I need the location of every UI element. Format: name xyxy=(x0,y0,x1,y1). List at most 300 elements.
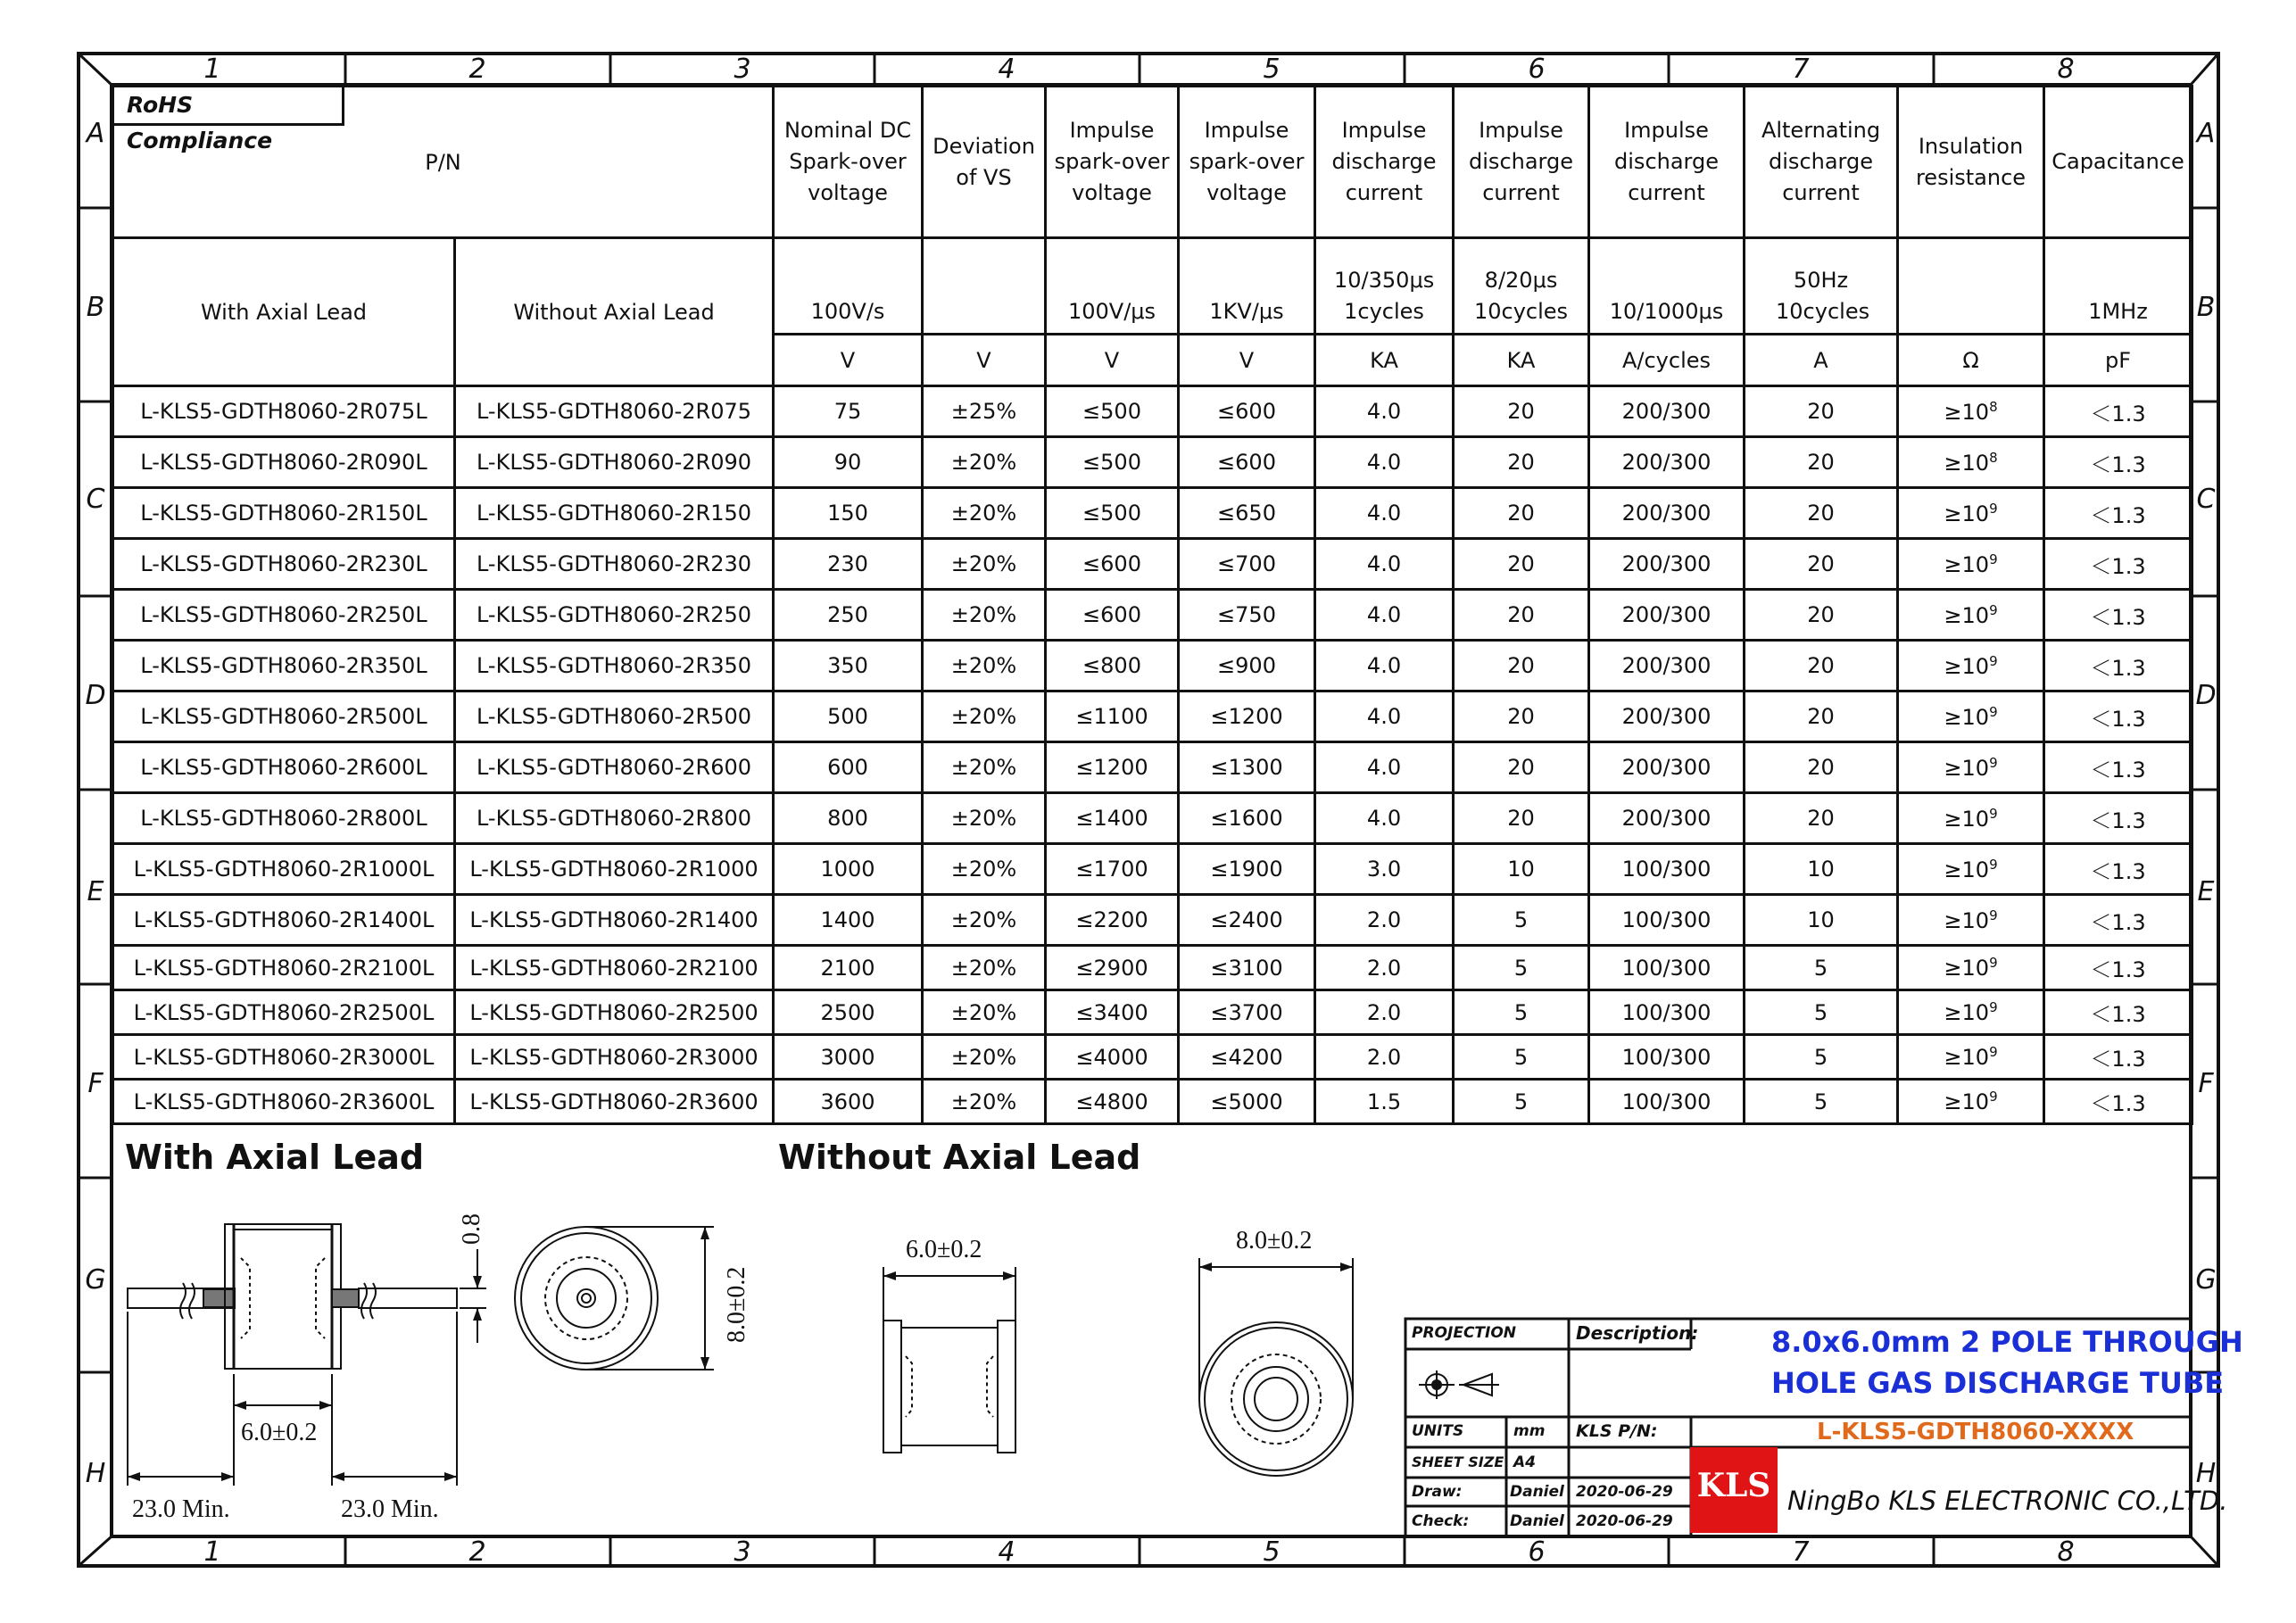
table-row xyxy=(113,990,2192,1035)
dim-diameter: 8.0±0.2 xyxy=(723,1266,750,1343)
insulation-base: ≥10 xyxy=(1944,806,1990,832)
table-cell: 200/300 xyxy=(1589,488,1745,539)
table-cell: ≤800 xyxy=(1046,641,1179,691)
table-cell: 5 xyxy=(1745,1080,1898,1124)
unit: A xyxy=(1745,335,1898,386)
table-cell: 20 xyxy=(1454,386,1589,437)
zone-col-8: 8 xyxy=(2057,54,2075,85)
insulation-cell xyxy=(1898,539,2044,590)
table-cell: L-KLS5-GDTH8060-2R1000 xyxy=(455,844,774,895)
with-axial-header: With Axial Lead xyxy=(113,238,455,386)
table-cell: ≤4200 xyxy=(1179,1035,1315,1080)
kls-logo xyxy=(1690,1447,1778,1533)
table-cell: 10 xyxy=(1745,844,1898,895)
table-cell: ＜1.3 xyxy=(2044,844,2192,895)
table-cell: 4.0 xyxy=(1315,488,1454,539)
insulation-base: ≥10 xyxy=(1944,1089,1990,1114)
table-cell: 350 xyxy=(774,641,923,691)
table-cell: L-KLS5-GDTH8060-2R075 xyxy=(455,386,774,437)
table-cell: ±20% xyxy=(923,742,1046,793)
table-row xyxy=(113,641,2192,691)
insulation-base: ≥10 xyxy=(1944,755,1990,781)
table-cell: ±20% xyxy=(923,641,1046,691)
insulation-cell xyxy=(1898,742,2044,793)
insulation-cell xyxy=(1898,590,2044,641)
insulation-cell xyxy=(1898,793,2044,844)
table-cell: 20 xyxy=(1745,691,1898,742)
projection-symbol xyxy=(1419,1370,1499,1399)
insulation-cell xyxy=(1898,844,2044,895)
condition: 1MHz xyxy=(2044,238,2192,335)
kls-pn-label: KLS P/N: xyxy=(1576,1421,1658,1441)
table-cell: 2500 xyxy=(774,990,923,1035)
insulation-base: ≥10 xyxy=(1944,551,1990,577)
table-cell: ＜1.3 xyxy=(2044,990,2192,1035)
table-cell: L-KLS5-GDTH8060-2R800L xyxy=(113,793,455,844)
insulation-cell xyxy=(1898,895,2044,946)
dim-lead-left: 23.0 Min. xyxy=(132,1495,230,1523)
table-cell: 5 xyxy=(1745,1035,1898,1080)
sheet-size-label: SHEET SIZE xyxy=(1412,1453,1504,1470)
zone-row-b: B xyxy=(86,292,105,323)
table-cell: L-KLS5-GDTH8060-2R150L xyxy=(113,488,455,539)
table-cell: 20 xyxy=(1454,539,1589,590)
table-cell: 20 xyxy=(1454,742,1589,793)
insulation-exponent: 9 xyxy=(1989,1089,1998,1105)
table-row xyxy=(113,793,2192,844)
zone-row-e: E xyxy=(87,876,104,907)
insulation-base: ≥10 xyxy=(1944,653,1990,679)
spec-table xyxy=(112,85,2193,1125)
table-cell: L-KLS5-GDTH8060-2R2500L xyxy=(113,990,455,1035)
table-cell: ＜1.3 xyxy=(2044,641,2192,691)
unit: V xyxy=(923,335,1046,386)
table-cell: 200/300 xyxy=(1589,793,1745,844)
table-cell: ≤650 xyxy=(1179,488,1315,539)
insulation-exponent: 9 xyxy=(1989,999,1998,1015)
table-cell: 200/300 xyxy=(1589,539,1745,590)
col-header: Impulse discharge current xyxy=(1454,87,1589,238)
insulation-base: ≥10 xyxy=(1944,501,1990,526)
table-cell: L-KLS5-GDTH8060-2R3600 xyxy=(455,1080,774,1124)
table-cell: ±25% xyxy=(923,386,1046,437)
table-cell: 10 xyxy=(1745,895,1898,946)
table-cell: L-KLS5-GDTH8060-2R250L xyxy=(113,590,455,641)
condition: 10/350μs 1cycles xyxy=(1315,238,1454,335)
table-cell: 100/300 xyxy=(1589,1080,1745,1124)
table-cell: 20 xyxy=(1454,488,1589,539)
zone-row-g: G xyxy=(85,1264,106,1296)
col-header: Insulation resistance xyxy=(1898,87,2044,238)
table-cell: 20 xyxy=(1745,539,1898,590)
table-cell: 2.0 xyxy=(1315,990,1454,1035)
table-cell: 10 xyxy=(1454,844,1589,895)
table-cell: ≤4000 xyxy=(1046,1035,1179,1080)
table-cell: L-KLS5-GDTH8060-2R090 xyxy=(455,437,774,488)
spec-rows xyxy=(113,386,2192,1124)
table-cell: 230 xyxy=(774,539,923,590)
table-cell: L-KLS5-GDTH8060-2R250 xyxy=(455,590,774,641)
table-cell: 100/300 xyxy=(1589,844,1745,895)
table-cell: ±20% xyxy=(923,590,1046,641)
table-cell: 200/300 xyxy=(1589,742,1745,793)
table-row xyxy=(113,539,2192,590)
table-cell: ＜1.3 xyxy=(2044,539,2192,590)
table-cell: L-KLS5-GDTH8060-2R075L xyxy=(113,386,455,437)
zone-col-3: 3 xyxy=(734,54,751,85)
table-cell: L-KLS5-GDTH8060-2R1000L xyxy=(113,844,455,895)
projection-label: PROJECTION xyxy=(1412,1324,1517,1342)
table-cell: 2.0 xyxy=(1315,895,1454,946)
table-cell: ±20% xyxy=(923,844,1046,895)
table-cell: ≤600 xyxy=(1179,437,1315,488)
condition: 8/20μs 10cycles xyxy=(1454,238,1589,335)
insulation-base: ≥10 xyxy=(1944,907,1990,933)
table-cell: ≤500 xyxy=(1046,437,1179,488)
description-line-1: 8.0x6.0mm 2 POLE THROUGH xyxy=(1771,1325,2243,1359)
table-cell: 4.0 xyxy=(1315,793,1454,844)
zone-col-7: 7 xyxy=(1792,54,1810,85)
table-cell: ≤1200 xyxy=(1179,691,1315,742)
description-label: Description: xyxy=(1576,1322,1699,1344)
table-row xyxy=(113,488,2192,539)
zone-row-c: C xyxy=(86,484,105,515)
zone-col-4-bottom: 4 xyxy=(998,1536,1015,1568)
table-cell: ＜1.3 xyxy=(2044,793,2192,844)
without-axial-header: Without Axial Lead xyxy=(455,238,774,386)
no-lead-end-view xyxy=(1199,1258,1353,1476)
table-cell: 4.0 xyxy=(1315,641,1454,691)
insulation-base: ≥10 xyxy=(1944,956,1990,981)
table-cell: 5 xyxy=(1454,990,1589,1035)
zone-row-h-right: H xyxy=(2195,1458,2217,1489)
zone-col-6-bottom: 6 xyxy=(1528,1536,1546,1568)
sheet-size-value: A4 xyxy=(1513,1453,1536,1471)
table-cell: 200/300 xyxy=(1589,641,1745,691)
table-cell: L-KLS5-GDTH8060-2R150 xyxy=(455,488,774,539)
condition xyxy=(1898,238,2044,335)
table-cell: L-KLS5-GDTH8060-2R3000L xyxy=(113,1035,455,1080)
insulation-cell xyxy=(1898,691,2044,742)
condition: 10/1000μs xyxy=(1589,238,1745,335)
table-cell: 20 xyxy=(1745,437,1898,488)
condition xyxy=(923,238,1046,335)
table-row xyxy=(113,1080,2192,1124)
table-row xyxy=(113,895,2192,946)
table-cell: L-KLS5-GDTH8060-2R2500 xyxy=(455,990,774,1035)
table-cell: 20 xyxy=(1454,793,1589,844)
insulation-exponent: 8 xyxy=(1989,398,1998,415)
table-cell: ≤1600 xyxy=(1179,793,1315,844)
table-cell: ≤2400 xyxy=(1179,895,1315,946)
table-cell: 2100 xyxy=(774,946,923,990)
table-cell: ＜1.3 xyxy=(2044,590,2192,641)
table-cell: ＜1.3 xyxy=(2044,488,2192,539)
zone-col-5-bottom: 5 xyxy=(1263,1536,1281,1568)
table-cell: ≤1300 xyxy=(1179,742,1315,793)
table-row xyxy=(113,742,2192,793)
table-row xyxy=(113,1035,2192,1080)
table-cell: 4.0 xyxy=(1315,386,1454,437)
col-header: Alternating discharge current xyxy=(1745,87,1898,238)
table-cell: 20 xyxy=(1745,590,1898,641)
table-cell: 20 xyxy=(1745,742,1898,793)
table-cell: 3000 xyxy=(774,1035,923,1080)
table-cell: ≤700 xyxy=(1179,539,1315,590)
table-cell: 75 xyxy=(774,386,923,437)
table-cell: L-KLS5-GDTH8060-2R600 xyxy=(455,742,774,793)
insulation-exponent: 8 xyxy=(1989,449,1998,466)
table-cell: L-KLS5-GDTH8060-2R600L xyxy=(113,742,455,793)
zone-col-7-bottom: 7 xyxy=(1792,1536,1810,1568)
table-cell: ＜1.3 xyxy=(2044,895,2192,946)
table-cell: L-KLS5-GDTH8060-2R230 xyxy=(455,539,774,590)
table-cell: 800 xyxy=(774,793,923,844)
table-cell: 20 xyxy=(1745,793,1898,844)
dim-body-length-2: 6.0±0.2 xyxy=(906,1236,982,1263)
table-cell: ≤1400 xyxy=(1046,793,1179,844)
col-header: Impulse spark-over voltage xyxy=(1046,87,1179,238)
insulation-cell xyxy=(1898,488,2044,539)
table-cell: ＜1.3 xyxy=(2044,1035,2192,1080)
insulation-base: ≥10 xyxy=(1944,1045,1990,1070)
table-cell: 100/300 xyxy=(1589,895,1745,946)
table-cell: ±20% xyxy=(923,946,1046,990)
table-cell: L-KLS5-GDTH8060-2R800 xyxy=(455,793,774,844)
col-header: Impulse spark-over voltage xyxy=(1179,87,1315,238)
table-cell: 200/300 xyxy=(1589,691,1745,742)
table-cell: 200/300 xyxy=(1589,590,1745,641)
insulation-exponent: 9 xyxy=(1989,500,1998,517)
axial-end-view xyxy=(515,1227,714,1370)
dim-body-length: 6.0±0.2 xyxy=(241,1419,318,1446)
insulation-base: ≥10 xyxy=(1944,602,1990,628)
table-cell: ≤1200 xyxy=(1046,742,1179,793)
table-cell: L-KLS5-GDTH8060-2R090L xyxy=(113,437,455,488)
unit: KA xyxy=(1315,335,1454,386)
insulation-cell xyxy=(1898,641,2044,691)
table-cell: ＜1.3 xyxy=(2044,742,2192,793)
insulation-cell xyxy=(1898,946,2044,990)
insulation-base: ≥10 xyxy=(1944,450,1990,476)
table-cell: L-KLS5-GDTH8060-2R3000 xyxy=(455,1035,774,1080)
table-cell: ≤600 xyxy=(1046,539,1179,590)
insulation-cell xyxy=(1898,1035,2044,1080)
table-cell: 200/300 xyxy=(1589,386,1745,437)
draw-name: Daniel xyxy=(1510,1483,1564,1501)
table-cell: 5 xyxy=(1454,1035,1589,1080)
zone-col-6: 6 xyxy=(1528,54,1546,85)
table-cell: ≤3100 xyxy=(1179,946,1315,990)
table-cell: 20 xyxy=(1745,641,1898,691)
zone-col-2-bottom: 2 xyxy=(468,1536,486,1568)
zone-col-8-bottom: 8 xyxy=(2057,1536,2075,1568)
unit: V xyxy=(1046,335,1179,386)
table-row xyxy=(113,691,2192,742)
insulation-exponent: 9 xyxy=(1989,703,1998,720)
insulation-cell xyxy=(1898,990,2044,1035)
table-cell: 90 xyxy=(774,437,923,488)
insulation-base: ≥10 xyxy=(1944,1000,1990,1025)
with-axial-title: With Axial Lead xyxy=(125,1138,425,1177)
without-axial-title: Without Axial Lead xyxy=(778,1138,1141,1177)
table-cell: ±20% xyxy=(923,691,1046,742)
table-cell: 1.5 xyxy=(1315,1080,1454,1124)
table-cell: 5 xyxy=(1454,895,1589,946)
table-cell: 600 xyxy=(774,742,923,793)
table-cell: ≤750 xyxy=(1179,590,1315,641)
table-cell: 3.0 xyxy=(1315,844,1454,895)
zone-row-a: A xyxy=(86,118,105,149)
condition: 100V/s xyxy=(774,238,923,335)
insulation-base: ≥10 xyxy=(1944,399,1990,425)
insulation-exponent: 9 xyxy=(1989,955,1998,971)
table-cell: 5 xyxy=(1745,990,1898,1035)
insulation-base: ≥10 xyxy=(1944,857,1990,882)
no-lead-side-view xyxy=(883,1267,1015,1453)
table-cell: 5 xyxy=(1454,1080,1589,1124)
table-cell: ≤500 xyxy=(1046,488,1179,539)
table-cell: ±20% xyxy=(923,793,1046,844)
table-cell: L-KLS5-GDTH8060-2R350L xyxy=(113,641,455,691)
zone-col-3-bottom: 3 xyxy=(734,1536,751,1568)
table-cell: 1400 xyxy=(774,895,923,946)
table-cell: L-KLS5-GDTH8060-2R500 xyxy=(455,691,774,742)
insulation-cell xyxy=(1898,1080,2044,1124)
table-cell: ±20% xyxy=(923,1035,1046,1080)
condition: 100V/μs xyxy=(1046,238,1179,335)
table-cell: L-KLS5-GDTH8060-2R2100L xyxy=(113,946,455,990)
table-row xyxy=(113,844,2192,895)
table-cell: L-KLS5-GDTH8060-2R230L xyxy=(113,539,455,590)
insulation-exponent: 9 xyxy=(1989,907,1998,923)
condition: 1KV/μs xyxy=(1179,238,1315,335)
table-cell: ±20% xyxy=(923,437,1046,488)
table-cell: ＜1.3 xyxy=(2044,1080,2192,1124)
table-cell: 2.0 xyxy=(1315,946,1454,990)
table-cell: 4.0 xyxy=(1315,742,1454,793)
col-header: Impulse discharge current xyxy=(1589,87,1745,238)
table-cell: L-KLS5-GDTH8060-2R350 xyxy=(455,641,774,691)
check-date: 2020-06-29 xyxy=(1576,1512,1673,1530)
unit: V xyxy=(1179,335,1315,386)
table-cell: ≤1100 xyxy=(1046,691,1179,742)
table-cell: 1000 xyxy=(774,844,923,895)
table-cell: 20 xyxy=(1454,590,1589,641)
table-cell: ±20% xyxy=(923,895,1046,946)
table-row xyxy=(113,946,2192,990)
unit: Ω xyxy=(1898,335,2044,386)
col-header: Impulse discharge current xyxy=(1315,87,1454,238)
unit: pF xyxy=(2044,335,2192,386)
table-cell: ＜1.3 xyxy=(2044,386,2192,437)
col-header: Capacitance xyxy=(2044,87,2192,238)
insulation-exponent: 9 xyxy=(1989,551,1998,567)
insulation-exponent: 9 xyxy=(1989,652,1998,669)
col-header: Deviation of VS xyxy=(923,87,1046,238)
dim-lead-right: 23.0 Min. xyxy=(341,1495,439,1523)
insulation-exponent: 9 xyxy=(1989,601,1998,618)
table-cell: 150 xyxy=(774,488,923,539)
col-header: Nominal DC Spark-over voltage xyxy=(774,87,923,238)
unit: V xyxy=(774,335,923,386)
table-cell: ±20% xyxy=(923,488,1046,539)
rohs-label: RoHS Compliance xyxy=(114,85,344,126)
table-row xyxy=(113,386,2192,437)
zone-row-f: F xyxy=(87,1068,104,1099)
zone-row-d-right: D xyxy=(2195,680,2217,711)
table-cell: 100/300 xyxy=(1589,1035,1745,1080)
zone-row-h: H xyxy=(85,1458,106,1489)
units-label: UNITS xyxy=(1412,1422,1464,1440)
zone-col-5: 5 xyxy=(1263,54,1281,85)
table-cell: 20 xyxy=(1745,488,1898,539)
table-cell: 100/300 xyxy=(1589,990,1745,1035)
table-cell: ＜1.3 xyxy=(2044,437,2192,488)
zone-row-e-right: E xyxy=(2197,876,2215,907)
table-cell: ≤4800 xyxy=(1046,1080,1179,1124)
company-name: NingBo KLS ELECTRONIC CO.,LTD. xyxy=(1787,1486,2228,1516)
table-cell: ≤600 xyxy=(1046,590,1179,641)
table-cell: ≤2200 xyxy=(1046,895,1179,946)
insulation-cell xyxy=(1898,386,2044,437)
zone-col-4: 4 xyxy=(998,54,1015,85)
table-cell: ＜1.3 xyxy=(2044,691,2192,742)
table-cell: ≤600 xyxy=(1179,386,1315,437)
table-row xyxy=(113,437,2192,488)
table-cell: ＜1.3 xyxy=(2044,946,2192,990)
table-row xyxy=(113,590,2192,641)
table-cell: 100/300 xyxy=(1589,946,1745,990)
table-cell: ±20% xyxy=(923,990,1046,1035)
table-cell: L-KLS5-GDTH8060-2R3600L xyxy=(113,1080,455,1124)
table-cell: 3600 xyxy=(774,1080,923,1124)
table-cell: L-KLS5-GDTH8060-2R1400L xyxy=(113,895,455,946)
table-cell: 2.0 xyxy=(1315,1035,1454,1080)
draw-label: Draw: xyxy=(1412,1483,1463,1501)
table-cell: ≤3400 xyxy=(1046,990,1179,1035)
table-cell: 4.0 xyxy=(1315,691,1454,742)
zone-col-1: 1 xyxy=(203,54,221,85)
insulation-base: ≥10 xyxy=(1944,704,1990,730)
check-name: Daniel xyxy=(1510,1512,1564,1530)
table-cell: 20 xyxy=(1454,641,1589,691)
table-cell: ±20% xyxy=(923,539,1046,590)
table-cell: 4.0 xyxy=(1315,590,1454,641)
table-cell: L-KLS5-GDTH8060-2R500L xyxy=(113,691,455,742)
unit: A/cycles xyxy=(1589,335,1745,386)
table-cell: 250 xyxy=(774,590,923,641)
zone-row-g-right: G xyxy=(2195,1264,2217,1296)
table-cell: 20 xyxy=(1454,437,1589,488)
insulation-exponent: 9 xyxy=(1989,805,1998,822)
zone-row-c-right: C xyxy=(2196,484,2216,515)
check-label: Check: xyxy=(1412,1512,1470,1530)
table-cell: 5 xyxy=(1454,946,1589,990)
zone-row-d: D xyxy=(85,680,106,711)
table-cell: 4.0 xyxy=(1315,539,1454,590)
zone-row-a-right: A xyxy=(2196,118,2216,149)
insulation-exponent: 9 xyxy=(1989,1044,1998,1060)
zone-col-1-bottom: 1 xyxy=(203,1536,221,1568)
table-cell: ≤1900 xyxy=(1179,844,1315,895)
table-cell: 500 xyxy=(774,691,923,742)
pn-header: P/N xyxy=(113,87,774,238)
table-cell: ≤2900 xyxy=(1046,946,1179,990)
table-cell: 5 xyxy=(1745,946,1898,990)
condition: 50Hz 10cycles xyxy=(1745,238,1898,335)
table-cell: 4.0 xyxy=(1315,437,1454,488)
